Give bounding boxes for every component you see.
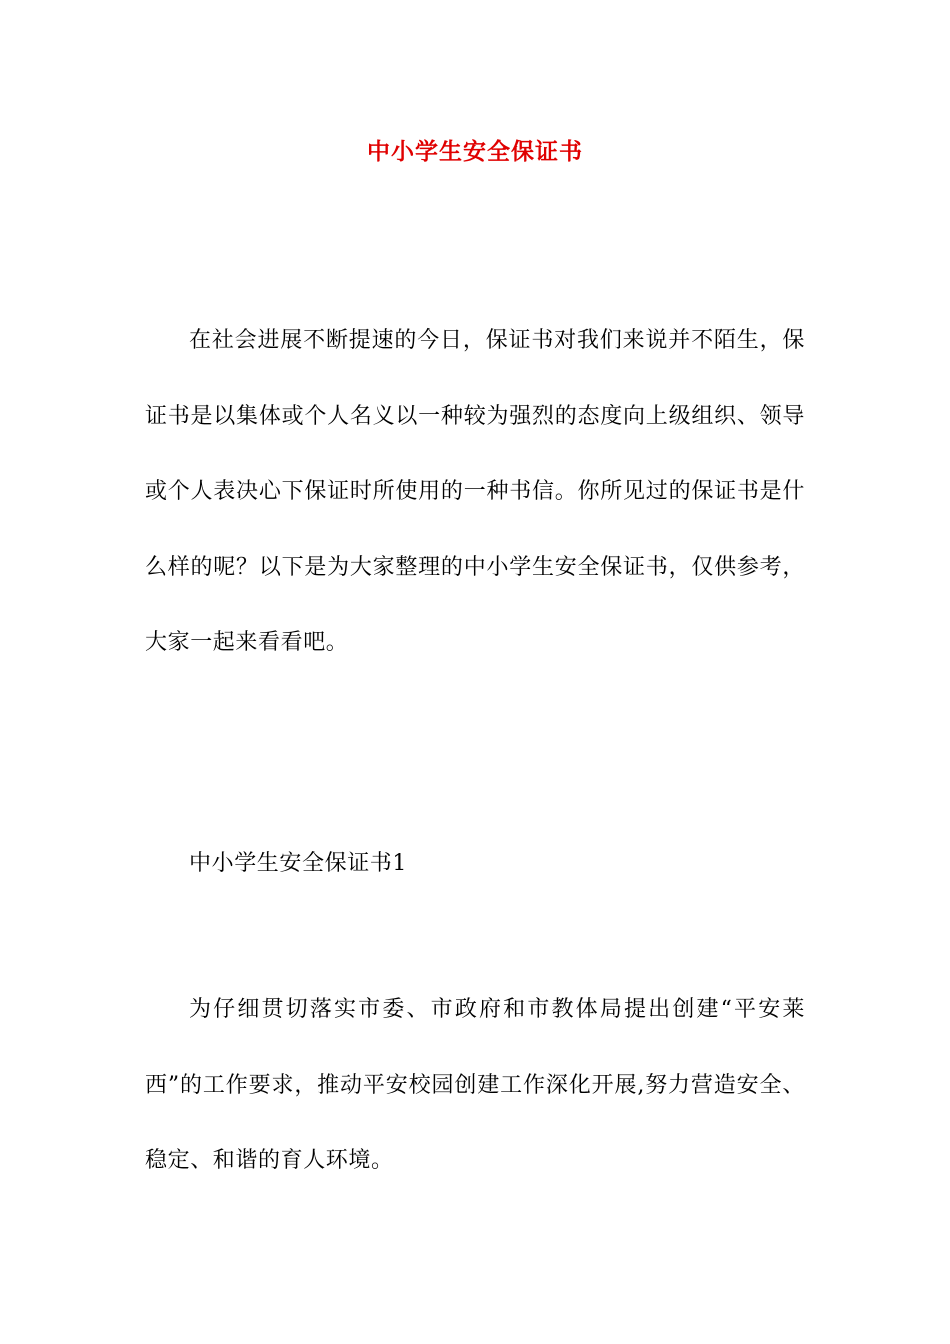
intro-paragraph: 在社会进展不断提速的今日，保证书对我们来说并不陌生，保证书是以集体或个人名义以一种较为强烈的态度向上级组织、领导或个人表决心下保证时所使用的一种书信。你所见过的保证书是什么样的呢？以下是为大家整理的中小学生安全保证书，仅供参考，大家一起来看看吧。: [145, 328, 805, 655]
section-heading: 中小学生安全保证书1: [189, 851, 407, 876]
document-title: 中小学生安全保证书: [367, 138, 583, 165]
body-paragraph: 为仔细贯切落实市委、市政府和市教体局提出创建“平安莱西”的工作要求，推动平安校园创建工作深化开展,努力营造安全、稳定、和谐的育人环境。: [145, 997, 805, 1173]
